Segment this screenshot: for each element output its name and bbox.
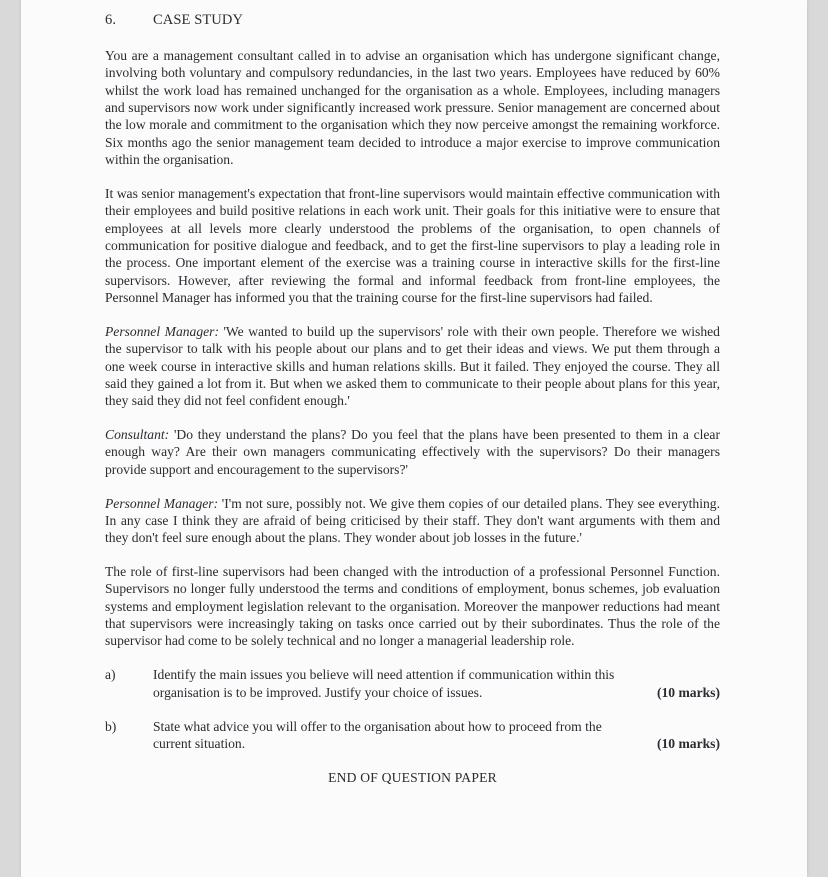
speaker-label: Personnel Manager: — [105, 323, 219, 339]
question-text-line2: organisation is to be improved. Justify your choice of issues. — [153, 684, 483, 700]
question-label: b) — [105, 718, 117, 734]
dialogue-text: 'I'm not sure, possibly not. We give them copies of our detailed plans. They see everything. In any case I think they are afraid of being criticised by their staff. They don't want arguments with them and they don't feel sure enough about the plans. They wonder about job losses in the future.' — [105, 495, 720, 546]
section-title: CASE STUDY — [153, 12, 244, 28]
dialogue-personnel-manager-2 — [105, 495, 720, 547]
dialogue-consultant — [105, 426, 720, 478]
dialogue-text: 'Do they understand the plans? Do you feel that the plans have been presented to them in a clear enough way? Are their own managers communicating effectively with the supervisors? Do their managers provide support and encouragement to the supervisors?' — [105, 427, 720, 477]
speaker-label: Personnel Manager: — [105, 495, 219, 511]
question-text-line1: State what advice you will offer to the organisation about how to proceed from the — [153, 718, 602, 734]
question-marks: (10 marks) — [656, 735, 720, 751]
section-heading — [105, 10, 720, 30]
dialogue-personnel-manager-1 — [105, 323, 720, 410]
intro-paragraph: You are a management consultant called in to advise an organisation which has undergone significant change, involving both voluntary and compulsory redundancies, in the last two years. Employees have reduced by 60% whilst the work load has remained unchanged for the organisation as a whole. Employees, including managers and supervisors now work under significantly increased work pressure. Senior management are concerned about the low morale and commitment to the organisation which they now perceive amongst the remaining workforce. Six months ago the senior management team decided to introduce a major exercise to improve communication within the organisation. — [105, 48, 720, 168]
end-of-paper: END OF QUESTION PAPER — [328, 769, 497, 785]
question-b — [105, 718, 720, 753]
question-marks: (10 marks) — [656, 684, 720, 700]
question-text-line2: current situation. — [153, 735, 246, 751]
dialogue-text: 'We wanted to build up the supervisors' role with their own people. Therefore we wished the supervisor to talk with his people about our plans and to get their ideas and views. We put them through a one week course in interactive skills and human relations skills. But it failed. They enjoyed the course. They all said they gained a lot from it. But when we asked them to communicate to their people about plans for this year, they said they did not feel confident enough.' — [105, 323, 720, 409]
closing-paragraph: The role of first-line supervisors had been changed with the introduction of a professional Personnel Function. Supervisors no longer fully understood the terms and conditions of employment, bonus schemes, job evaluation systems and employment legislation relevant to the organisation. Moreover the manpower reductions had meant that supervisors were increasingly taking on tasks once carried out by their subordinates. Thus the role of the supervisor had come to be solely technical and no longer a managerial leadership role. — [105, 564, 720, 649]
question-label: a) — [105, 667, 116, 683]
section-number: 6. — [105, 12, 117, 28]
expectation-paragraph: It was senior management's expectation that front-line supervisors would maintain effective communication with their employees and build positive relations in each work unit. Their goals for this initiative were to ensure that employees at all levels more clearly understood the problems of the organisation, to open channels of communication for positive dialogue and feedback, and to get the first-line supervisors to play a leading role in the process. One important element of the exercise was a training course in interactive skills for the first-line supervisors. However, after reviewing the formal and informal feedback from front-line employees, the Personnel Manager has informed you that the training course for the first-line supervisors had failed. — [105, 185, 720, 305]
document-content — [105, 10, 720, 786]
question-text-line1: Identify the main issues you believe will need attention if communication within this — [153, 667, 615, 683]
speaker-label: Consultant: — [105, 427, 170, 443]
question-text-line2-row — [153, 735, 720, 752]
document-page — [21, 0, 807, 877]
question-a — [105, 666, 720, 701]
question-text-line2-row — [153, 684, 720, 701]
